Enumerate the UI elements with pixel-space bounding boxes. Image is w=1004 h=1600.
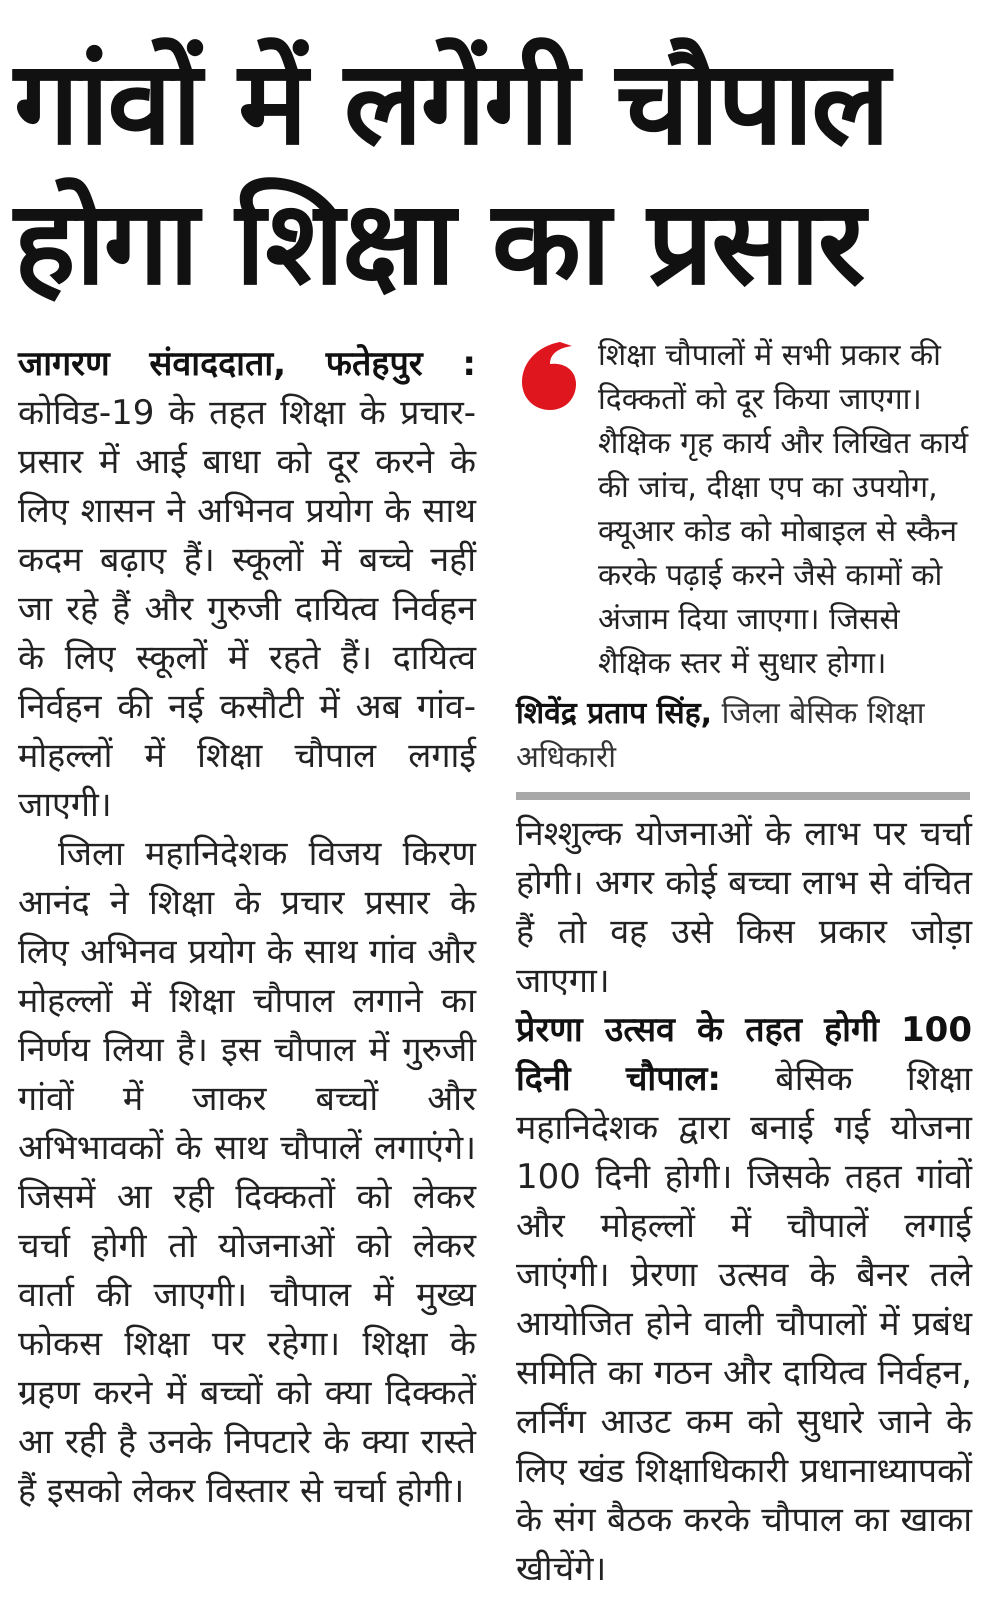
article-intro [18,340,476,830]
quote-author-title: जिला बेसिक शिक्षा अधिकारी [516,696,925,775]
headline [14,34,990,314]
paragraph-3: निश्शुल्क योजनाओं के लाभ पर चर्चा होगी। अगर कोई बच्चा लाभ से वंचित हैं तो वह उसे किस प्रकार जोड़ा जाएगा। [516,814,972,1001]
subheading: प्रेरणा उत्सव के तहत होगी 100 दिनी चौपाल: [516,1010,972,1099]
byline: जागरण संवाददाता, फतेहपुर : [18,344,476,384]
right-column [516,340,972,1594]
headline-line-2: होगा शिक्षा का प्रसार [14,176,864,311]
quote-attribution [516,692,972,780]
quote-author-name: शिवेंद्र प्रताप सिंह, [516,696,713,731]
paragraph-1: कोविड-19 के तहत शिक्षा के प्रचार-प्रसार में आई बाधा को दूर करने के लिए शासन ने अभिनव प्रयोग के साथ कदम बढ़ाए हैं। स्कूलों में बच्चे नहीं जा रहे हैं और गुरुजी दायित्व निर्वहन के लिए स्कूलों में रहते हैं। दायित्व निर्वहन की नई कसौटी में अब गांव-मोहल्लों में शिक्षा चौपाल लगाई जाएगी। [18,393,476,825]
quote-text: शिक्षा चौपालों में सभी प्रकार की दिक्कतों को दूर किया जाएगा। शैक्षिक गृह कार्य और लिखित कार्य की जांच, दीक्षा एप का उपयोग, क्यूआर कोड को मोबाइल से स्कैन करके पढ़ाई करने जैसे कामों को अंजाम दिया जाएगा। जिससे शैक्षिक स्तर में सुधार होगा। [598,338,969,681]
pull-quote [516,334,972,780]
section-block [516,1006,972,1594]
divider [516,792,970,800]
paragraph-2: जिला महानिदेशक विजय किरण आनंद ने शिक्षा के प्रचार प्रसार के लिए अभिनव प्रयोग के साथ गांव और मोहल्लों में शिक्षा चौपाल लगाने का निर्णय लिया है। इस चौपाल में गुरुजी गांवों में जाकर बच्चों और अभिभावकों के साथ चौपालें लगाएंगे। जिसमें आ रही दिक्कतों को लेकर चर्चा होगी तो योजनाओं को लेकर वार्ता की जाएगी। चौपाल में मुख्य फोकस शिक्षा पर रहेगा। शिक्षा के ग्रहण करने में बच्चों को क्या दिक्कतें आ रही है उनके निपटारे के क्या रास्ते हैं इसको लेकर विस्तार से चर्चा होगी। [18,834,476,1511]
paragraph-4: बेसिक शिक्षा महानिदेशक द्वारा बनाई गई योजना 100 दिनी होगी। जिसके तहत गांवों और मोहल्लों में चौपालें लगाई जाएंगी। प्रेरणा उत्सव के बैनर तले आयोजित होने वाली चौपालों में प्रबंध समिति का गठन और दायित्व निर्वहन, लर्निंग आउट कम को सुधारे जाने के लिए खंड शिक्षाधिकारी प्रधानाध्यापकों के संग बैठक करके चौपाल का खाका खीचेंगे। [516,1059,972,1589]
left-column [18,340,476,1516]
headline-line-1: गांवों में लगेंगी चौपाल [14,36,889,171]
quote-mark-icon [516,336,596,416]
